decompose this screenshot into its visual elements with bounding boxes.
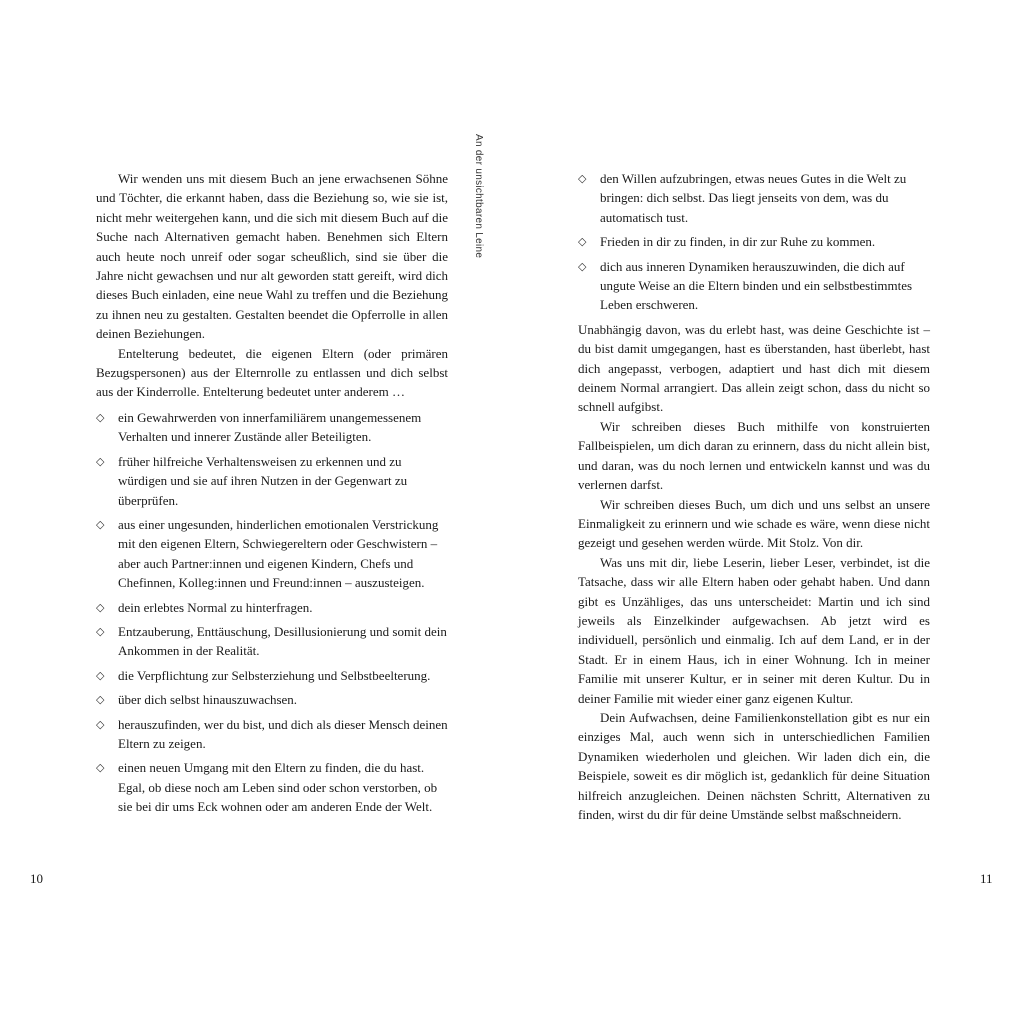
diamond-bullet-icon: ◇ [578,259,587,273]
paragraph: Entelterung bedeutet, die eigenen Eltern (oder primären Bezugspersonen) aus der Elternrolle zu entlassen und dich selbst aus der Kinderrolle. Entelterung bedeutet unter anderem … [96,345,448,400]
list-item: ◇ herauszufinden, wer du bist, und dich als dieser Mensch deinen Eltern zu zeigen. [96,716,448,751]
paragraph: Was uns mit dir, liebe Leserin, lieber Leser, verbindet, ist die Tatsache, dass wir alle Eltern haben oder gehabt haben. Und dann gibt es Unzähliges, das uns unterscheidet: Martin und ich sind jeweils als Einzelkinder aufgewachsen. Ab jetzt wird es individuell, persönlich und einmalig. Ich auf dem Land, er in der Stadt. Er in einem Haus, ich in einer Wohnung. Ich in meiner Familie mit unserer Kultur, er in seiner mit deren Kultur. Du in deiner Familie mit wieder einer ganz eigenen Kultur. [578,554,930,706]
bullet-list [578,169,930,315]
diamond-bullet-icon: ◇ [96,517,105,531]
page-number: 10 [30,871,43,886]
diamond-bullet-icon: ◇ [96,668,105,682]
diamond-bullet-icon: ◇ [96,410,105,424]
list-item: ◇ früher hilfreiche Verhaltensweisen zu erkennen und zu würdigen und sie auf ihren Nutzen in der Gegenwart zu überprüfen. [96,453,408,508]
list-item: ◇ Frieden in dir zu finden, in dir zur Ruhe zu kommen. [578,232,930,251]
paragraph: Wir schreiben dieses Buch mithilfe von konstruierten Fallbeispielen, um dich daran zu erinnern, dass du nicht allein bist, und daran, was du noch lernen und entwickeln kannst und was du verlernen darfst. [578,418,930,493]
paragraph: Dein Aufwachsen, deine Familienkonstellation gibt es nur ein einziges Mal, auch wenn sich in unterschiedlichen Familien Dynamiken wiederholen und gleichen. Wir laden dich ein, die Beispiele, soweit es dir möglich ist, gedanklich für deine Situation hilfreich anzugleichen. Deinen nächsten Schritt, Alternativen zu finden, wirst du dir für deine Umstände selbst maßschneidern. [578,709,930,822]
bullet-list [96,408,448,817]
page-number: 11 [980,871,993,886]
running-head: An der unsichtbaren Leine [473,134,484,259]
diamond-bullet-icon: ◇ [578,235,587,249]
list-item: ◇ ein Gewahrwerden von innerfamiliärem unangemessenem Verhalten und innerer Zustände aller Beteiligten. [96,409,422,445]
list-item: ◇ aus einer ungesunden, hinderlichen emotionalen Verstrickung mit den eigenen Eltern, Schwiegereltern oder Geschwistern – aber auch Partner:innen und eigenen Kindern, Chefs und Chefinnen, Kolleg:innen und Freund:innen – auszusteigen. [96,516,439,591]
list-item: ◇ einen neuen Umgang mit den Eltern zu finden, die du hast. Egal, ob diese noch am Leben sind oder schon verstorben, ob sie bei dir ums Eck wohnen oder am anderen Ende der Welt. [96,760,438,815]
paragraph: Wir schreiben dieses Buch, um dich und uns selbst an unsere Einmaligkeit zu erinnern und wie schade es wäre, wenn diese nicht gezeigt und gesehen werden würde. Mit Stolz. Von dir. [578,496,930,551]
list-item: ◇ dein erlebtes Normal zu hinterfragen. [96,598,448,617]
diamond-bullet-icon: ◇ [96,717,105,731]
diamond-bullet-icon: ◇ [96,600,105,614]
diamond-bullet-icon: ◇ [96,624,105,638]
list-item: ◇ die Verpflichtung zur Selbsterziehung und Selbstbeelterung. [96,666,448,685]
diamond-bullet-icon: ◇ [578,172,587,185]
list-item: ◇ den Willen aufzubringen, etwas neues Gutes in die Welt zu bringen: dich selbst. Das liegt jenseits von dem, was du automatisch tust. [578,171,907,225]
list-item: ◇ Entzauberung, Enttäuschung, Desillusionierung und somit dein Ankommen in der Realität. [96,623,447,659]
diamond-bullet-icon: ◇ [96,693,105,707]
list-item: ◇ dich aus inneren Dynamiken herauszuwinden, die dich auf ungute Weise an die Eltern binden und ein selbstbestimmtes Leben erschweren. [578,258,913,313]
diamond-bullet-icon: ◇ [96,454,105,468]
paragraph: Wir wenden uns mit diesem Buch an jene erwachsenen Söhne und Töchter, die erkannt haben, dass die Beziehung so, wie sie ist, nicht mehr weitergehen kann, und die sich mit diesem Buch auf die Suche nach Alternativen gemacht haben. Benehmen sich Eltern auch heute noch unreif oder sogar scheußlich, sind sie über die Jahre nicht gewachsen und nur alt geworden statt gereift, wird dich dieses Buch einladen, eine neue Wahl zu treffen und die Beziehung zu ihnen neu zu gestalten. Gestalten beendet die Opferrolle in allen deinen Beziehungen. [96,171,448,342]
paragraph: Unabhängig davon, was du erlebt hast, was deine Geschichte ist – du bist damit umgegangen, hast es überstanden, hast überlebt, hast dich angepasst, verbogen, adaptiert und hast dich mit diesem deinem Normal arrangiert. Das allein zeigt schon, dass du nicht so schnell aufgibst. [578,321,930,415]
right-page [512,0,1024,1024]
diamond-bullet-icon: ◇ [96,761,105,775]
left-text-column [96,169,448,822]
right-text-column [578,169,930,824]
list-item: ◇ über dich selbst hinauszuwachsen. [96,690,448,709]
